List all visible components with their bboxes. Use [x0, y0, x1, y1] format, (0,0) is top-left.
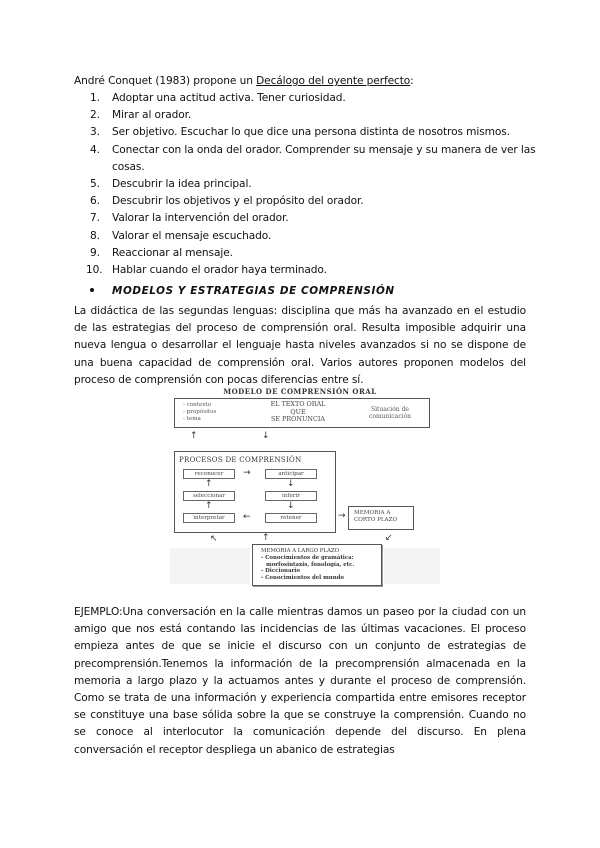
list-item	[86, 142, 536, 176]
memoria-corto-line: CORTO PLAZO	[354, 517, 398, 524]
comprehension-model-diagram	[170, 385, 440, 585]
section-heading	[90, 285, 395, 297]
arrow-down-icon: ↓	[262, 431, 270, 441]
process-seleccionar: seleccionar	[183, 491, 235, 501]
process-inferir: inferir	[265, 491, 317, 501]
memoria-largo-title: MEMORIA A LARGO PLAZO	[261, 548, 340, 554]
list-number: 2.	[90, 109, 100, 122]
context-item: - propósitos	[183, 409, 217, 415]
list-item	[86, 107, 536, 124]
list-text: Reaccionar al mensaje.	[112, 246, 233, 259]
context-item: - tema	[183, 416, 201, 422]
arrow-down-icon: ↓	[287, 501, 295, 511]
faded-background-text	[170, 548, 250, 584]
arrow-up-icon: ↑	[205, 479, 213, 489]
list-text: Valorar la intervención del orador.	[112, 212, 289, 225]
process-retener: retener	[265, 513, 317, 523]
paragraph-didactica: La didáctica de las segundas lenguas: disciplina que más ha avanzado en el estudio de las estrategias del proceso de comprensión oral. Resulta imposible adquirir una nueva lengua o desarrollar el lenguaje hasta niveles avanzados si no se dispone de una buena capacidad de comprensión oral. Varios autores proponen modelos del proceso de comprensión con pocas diferencias entre sí.	[74, 305, 526, 386]
arrow-right-icon: →	[338, 511, 346, 521]
arrow-up-left-icon: ↖	[210, 534, 218, 544]
text-oral-box	[174, 398, 430, 428]
arrow-left-icon: ←	[243, 512, 251, 522]
arrow-up-icon: ↑	[262, 533, 270, 543]
memoria-largo-item: morfosintaxis, fonología, etc.	[266, 561, 355, 568]
memoria-largo-item: - Diccionario	[261, 568, 300, 575]
list-number: 6.	[90, 195, 100, 208]
arrow-up-icon: ↑	[190, 431, 198, 441]
list-text: Adoptar una actitud activa. Tener curiosidad.	[112, 92, 346, 104]
arrow-down-left-icon: ↙	[385, 533, 393, 543]
decalogo-list	[86, 90, 536, 279]
section-heading-text: MODELOS Y ESTRATEGIAS DE COMPRENSIÓN	[112, 285, 395, 297]
intro-suffix: :	[410, 75, 414, 87]
list-number: 8.	[90, 229, 100, 242]
intro-prefix: André Conquet (1983) propone un	[74, 75, 257, 87]
list-item	[86, 210, 536, 227]
texto-line: EL TEXTO ORAL	[270, 400, 326, 408]
situacion-line: comunicación	[368, 413, 411, 420]
list-text: Hablar cuando el orador haya terminado.	[112, 264, 327, 277]
procesos-title: PROCESOS DE COMPRENSIÓN	[179, 456, 302, 464]
texto-oral	[253, 401, 343, 424]
list-item	[86, 228, 536, 245]
list-item	[86, 193, 536, 210]
list-number: 3.	[90, 126, 100, 139]
list-number: 1.	[90, 92, 100, 104]
list-number: 7.	[90, 212, 100, 225]
diagram-title: MODELO DE COMPRENSIÓN ORAL	[223, 387, 377, 396]
process-reconocer: reconocer	[183, 469, 235, 479]
list-text: Mirar al orador.	[112, 109, 192, 122]
memoria-largo-text	[261, 548, 354, 582]
procesos-box	[174, 451, 336, 533]
texto-line: QUE	[290, 407, 306, 416]
memoria-corto-line: MEMORIA A	[354, 510, 391, 516]
list-number: 9.	[90, 246, 100, 259]
list-text: Descubrir los objetivos y el propósito del orador.	[112, 195, 364, 208]
context-item: - contexto	[183, 402, 212, 408]
texto-line: SE PRONUNCIA	[270, 415, 326, 424]
process-interpretar: interpretar	[183, 513, 235, 523]
list-text: Descubrir la idea principal.	[112, 178, 252, 191]
list-item	[86, 245, 536, 262]
list-number: 5.	[90, 178, 100, 191]
memoria-corto-plazo-box	[348, 506, 414, 530]
memoria-corto-text	[354, 510, 397, 525]
decalogo-link[interactable]: Decálogo del oyente perfecto	[256, 75, 411, 87]
list-item	[86, 90, 536, 107]
arrow-up-icon: ↑	[205, 501, 213, 511]
arrow-down-icon: ↓	[287, 479, 295, 489]
list-item	[86, 124, 536, 141]
list-item	[86, 176, 536, 193]
paragraph-ejemplo: EJEMPLO:Una conversación en la calle mientras damos un paseo por la ciudad con un amigo que nos está contando las incidencias de las últimas vacaciones. El proceso empieza antes de que se inicie el discurso con un conjunto de estrategias de precomprensión.Tenemos la información de la precomprensión almacenada en la memoria a largo plazo y la actuamos antes y durante el proceso de comprensión. Como se trata de una información y experiencia compartida entre emisores receptor se constituye una base sólida sobre la que se construye la comprensión. Cuando no se conoce al interlocutor la comunicación depende del discurso. En plena conversación el receptor despliega un abanico de estrategias	[74, 606, 526, 756]
memoria-largo-plazo-box	[252, 544, 382, 586]
memoria-largo-item: - Conocimientos del mundo	[261, 575, 344, 582]
situacion-line: Situación de	[371, 406, 409, 413]
situacion-comunicacion	[355, 406, 425, 420]
list-text: Conectar con la onda del orador. Comprender su mensaje y su manera de ver las cosas.	[112, 143, 536, 173]
list-text: Ser objetivo. Escuchar lo que dice una persona distinta de nosotros mismos.	[112, 126, 510, 139]
list-number: 4.	[90, 143, 100, 156]
intro-line	[74, 73, 534, 90]
list-text: Valorar el mensaje escuchado.	[112, 229, 272, 242]
bullet-icon	[90, 288, 94, 292]
list-item	[86, 262, 536, 279]
list-number: 10.	[86, 264, 103, 277]
faded-background-text	[384, 548, 440, 584]
arrow-right-icon: →	[243, 468, 251, 478]
context-list	[183, 402, 216, 423]
process-anticipar: anticipar	[265, 469, 317, 479]
memoria-largo-item: - Conocimientos de gramática:	[261, 554, 354, 561]
